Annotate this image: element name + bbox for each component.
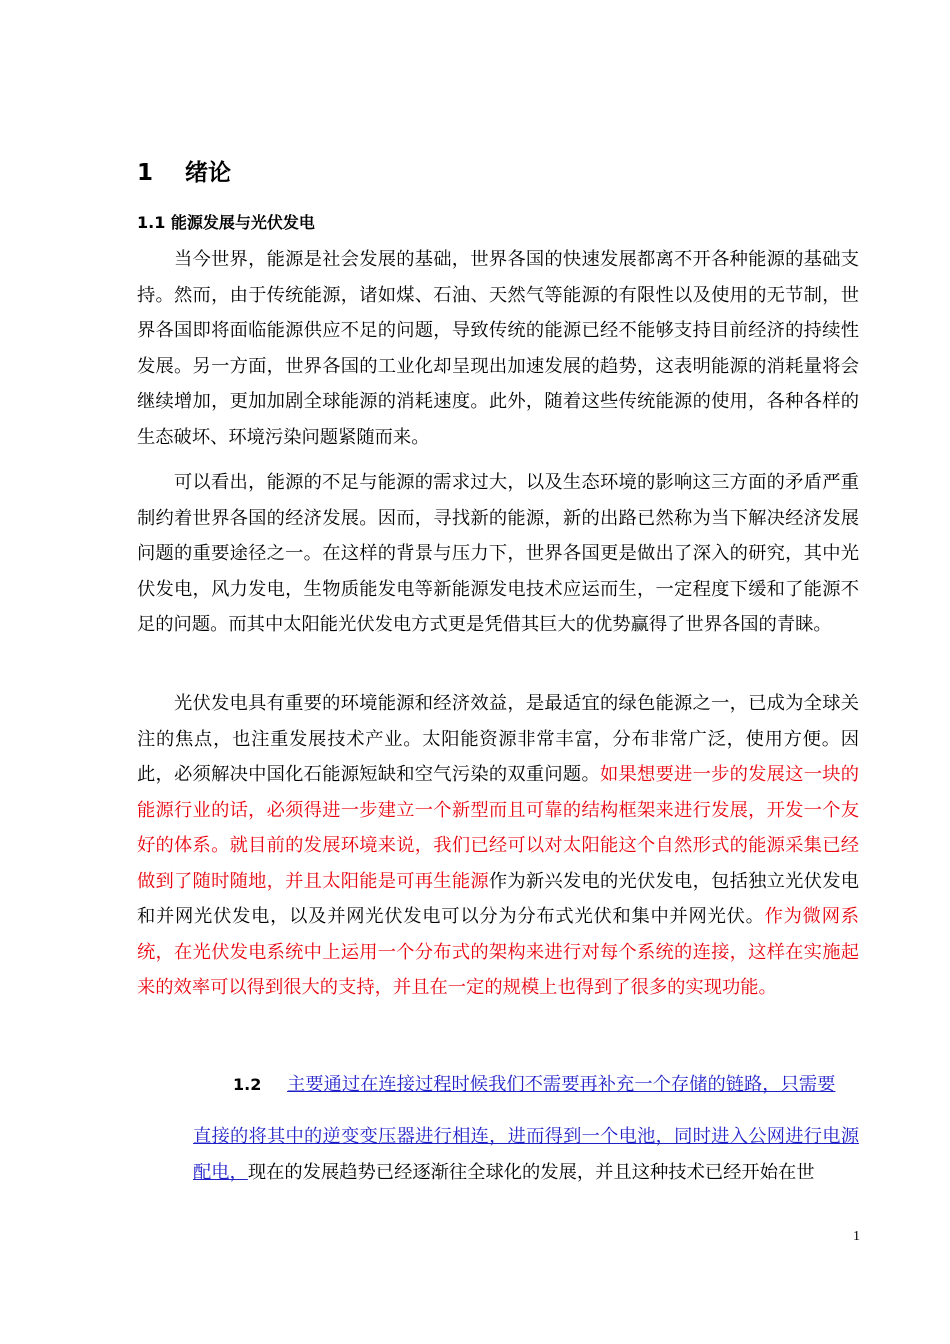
- section-heading-1-2: [233, 1067, 859, 1102]
- paragraph-3-red-part-d: 作为微网系统，在光伏发电系统中上运用一个分布式的架构来进行对每个系统的连接，这样在实施起来的效率可以得到很大的支持，并且在一定的规模上也得到了很多的实现功能。: [137, 906, 859, 998]
- chapter-title-text: 绪论: [185, 160, 231, 186]
- paragraph-1: 当今世界，能源是社会发展的基础，世界各国的快速发展都离不开各种能源的基础支持。然而，由于传统能源，诸如煤、石油、天然气等能源的有限性以及使用的无节制，世界各国即将面临能源供应不足的问题，导致传统的能源已经不能够支持目前经济的持续性发展。另一方面，世界各国的工业化却呈现出加速发展的趋势，这表明能源的消耗量将会继续增加，更加加剧全球能源的消耗速度。此外，随着这些传统能源的使用，各种各样的生态破坏、环境污染问题紧随而来。: [137, 249, 859, 448]
- section-1-2-link[interactable]: 主要通过在连接过程时候我们不需要再补充一个存储的链路，只需要: [287, 1074, 836, 1095]
- paragraph-3-part-c: 作为新兴发电的光伏发电，包括独立光伏发电和并网光伏发电，以及并网光伏发电可以分为分布式光伏和集中并网光伏。: [137, 870, 859, 927]
- section-number-1-2: 1.2: [233, 1075, 262, 1094]
- section-title-1-1: 1.1 能源发展与光伏发电: [137, 213, 315, 232]
- chapter-number: 1: [137, 160, 154, 186]
- paragraph-2: 可以看出，能源的不足与能源的需求过大，以及生态环境的影响这三方面的矛盾严重制约着世界各国的经济发展。因而，寻找新的能源，新的出路已然称为当下解决经济发展问题的重要途径之一。在这样的背景与压力下，世界各国更是做出了深入的研究，其中光伏发电，风力发电，生物质能发电等新能源发电技术应运而生，一定程度下缓和了能源不足的问题。而其中太阳能光伏发电方式更是凭借其巨大的优势赢得了世界各国的青睐。: [137, 472, 859, 635]
- section-1-2-continuation: [193, 1119, 859, 1190]
- paragraph-3-part-a: 光伏发电具有重要的环境能源和经济效益，是最适宜的绿色能源之一，已成为全球关注的焦点，也注重发展技术产业。太阳能资源非常丰富，分布非常广泛，使用方便。因此，必须解决中国化石能源短缺和空气污染的双重问题。: [137, 693, 859, 785]
- page-number: 1: [853, 1229, 860, 1244]
- section-1-2-link-continued[interactable]: 直接的将其中的逆变变压器进行相连，进而得到一个电池，同时进入公网进行电源配电，: [193, 1126, 859, 1183]
- section-1-2-plain-text: 现在的发展趋势已经逐渐往全球化的发展，并且这种技术已经开始在世: [247, 1161, 815, 1183]
- paragraph-3: [137, 686, 859, 1006]
- paragraph-3-red-part-b: 如果想要进一步的发展这一块的能源行业的话，必须得进一步建立一个新型而且可靠的结构框架来进行发展，开发一个友好的体系。就目前的发展环境来说，我们已经可以对太阳能这个自然形式的能源采集已经做到了随时随地，并且太阳能是可再生能源: [137, 764, 860, 892]
- chapter-title: [137, 155, 231, 191]
